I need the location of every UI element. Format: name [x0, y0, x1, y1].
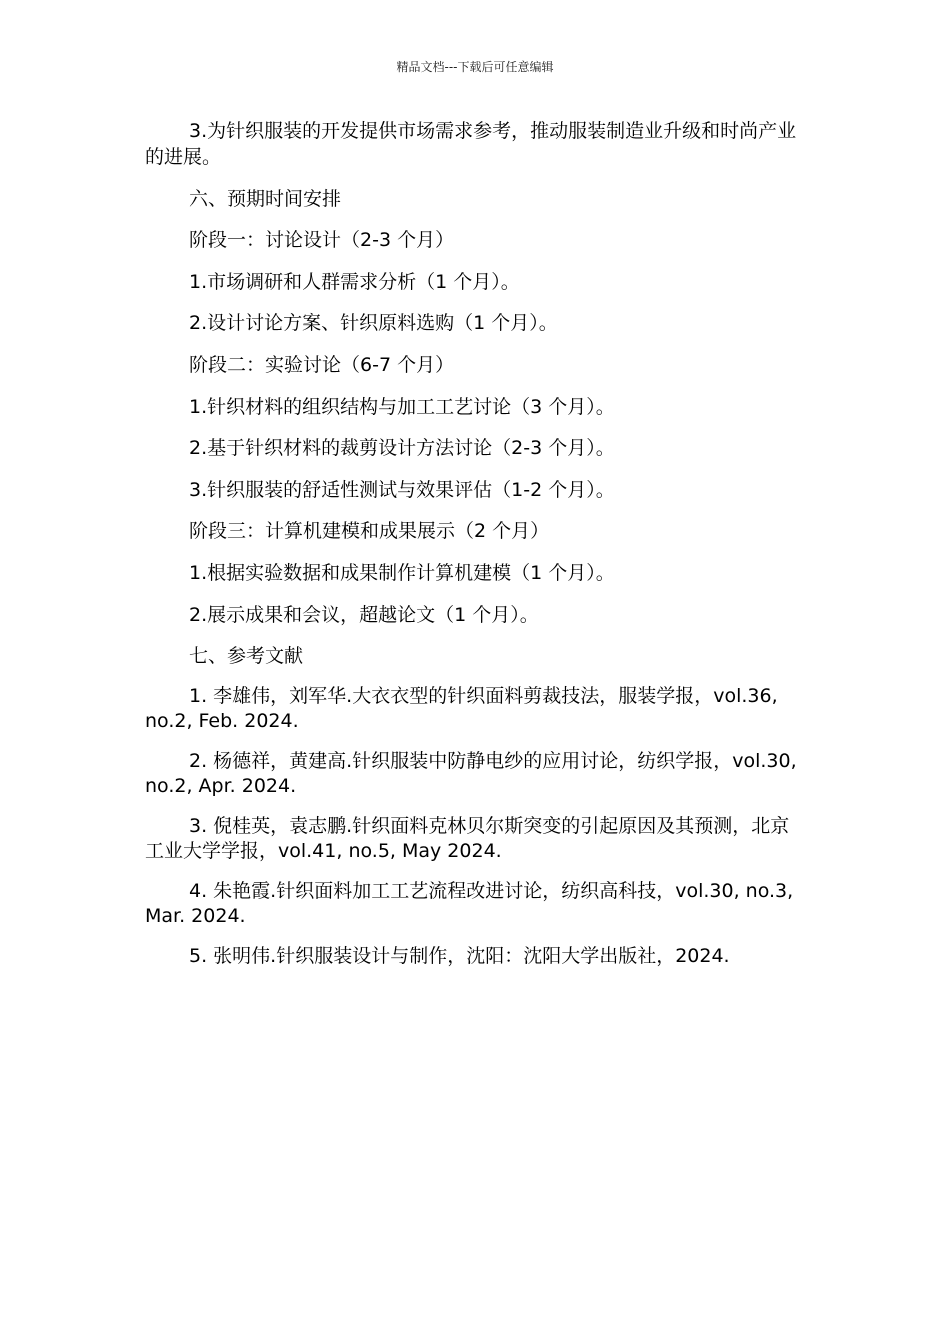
phase-heading-3: 阶段三：计算机建模和成果展示（2 个月） — [189, 520, 550, 543]
phase-2-item-2: 2.基于针织材料的裁剪设计方法讨论（2-3 个月）。 — [189, 437, 615, 460]
phase-2-item-3: 3.针织服装的舒适性测试与效果评估（1-2 个月）。 — [189, 478, 615, 501]
phase-heading-1: 阶段一：讨论设计（2-3 个月） — [189, 229, 455, 252]
phase-3-item-1: 1.根据实验数据和成果制作计算机建模（1 个月）。 — [189, 561, 615, 584]
phase-heading-2: 阶段二：实验讨论（6-7 个月） — [189, 353, 455, 376]
phase-1-item-1: 1.市场调研和人群需求分析（1 个月）。 — [189, 270, 520, 293]
reference-item-4: 4. 朱艳霞.针织面料加工工艺流程改进讨论，纺织高科技，vol.30, no.3, Mar. 2024. — [145, 880, 794, 928]
reference-item-2: 2. 杨德祥，黄建高.针织服装中防静电纱的应用讨论，纺织学报，vol.30, no.2, Apr. 2024. — [145, 750, 797, 798]
phase-1-item-2: 2.设计讨论方案、针织原料选购（1 个月）。 — [189, 312, 558, 335]
reference-item-5: 5. 张明伟.针织服装设计与制作，沈阳：沈阳大学出版社，2024. — [189, 945, 730, 968]
document-body — [145, 118, 805, 969]
phase-3-item-2: 2.展示成果和会议，超越论文（1 个月）。 — [189, 603, 539, 626]
phase-2-item-1: 1.针织材料的组织结构与加工工艺讨论（3 个月）。 — [189, 395, 615, 418]
reference-item-3: 3. 倪桂英，袁志鹏.针织面料克林贝尔斯突变的引起原因及其预测，北京工业大学学报，vol.41, no.5, May 2024. — [145, 815, 790, 863]
section-heading-schedule: 六、预期时间安排 — [189, 187, 342, 210]
section-heading-references: 七、参考文献 — [189, 645, 304, 668]
paragraph-goal-3: 3.为针织服装的开发提供市场需求参考，推动服装制造业升级和时尚产业的进展。 — [145, 120, 797, 168]
reference-item-1: 1. 李雄伟，刘军华.大衣衣型的针织面料剪裁技法，服装学报，vol.36, no.2, Feb. 2024. — [145, 685, 778, 733]
page-header: 精品文档---下载后可任意编辑 — [396, 60, 554, 74]
